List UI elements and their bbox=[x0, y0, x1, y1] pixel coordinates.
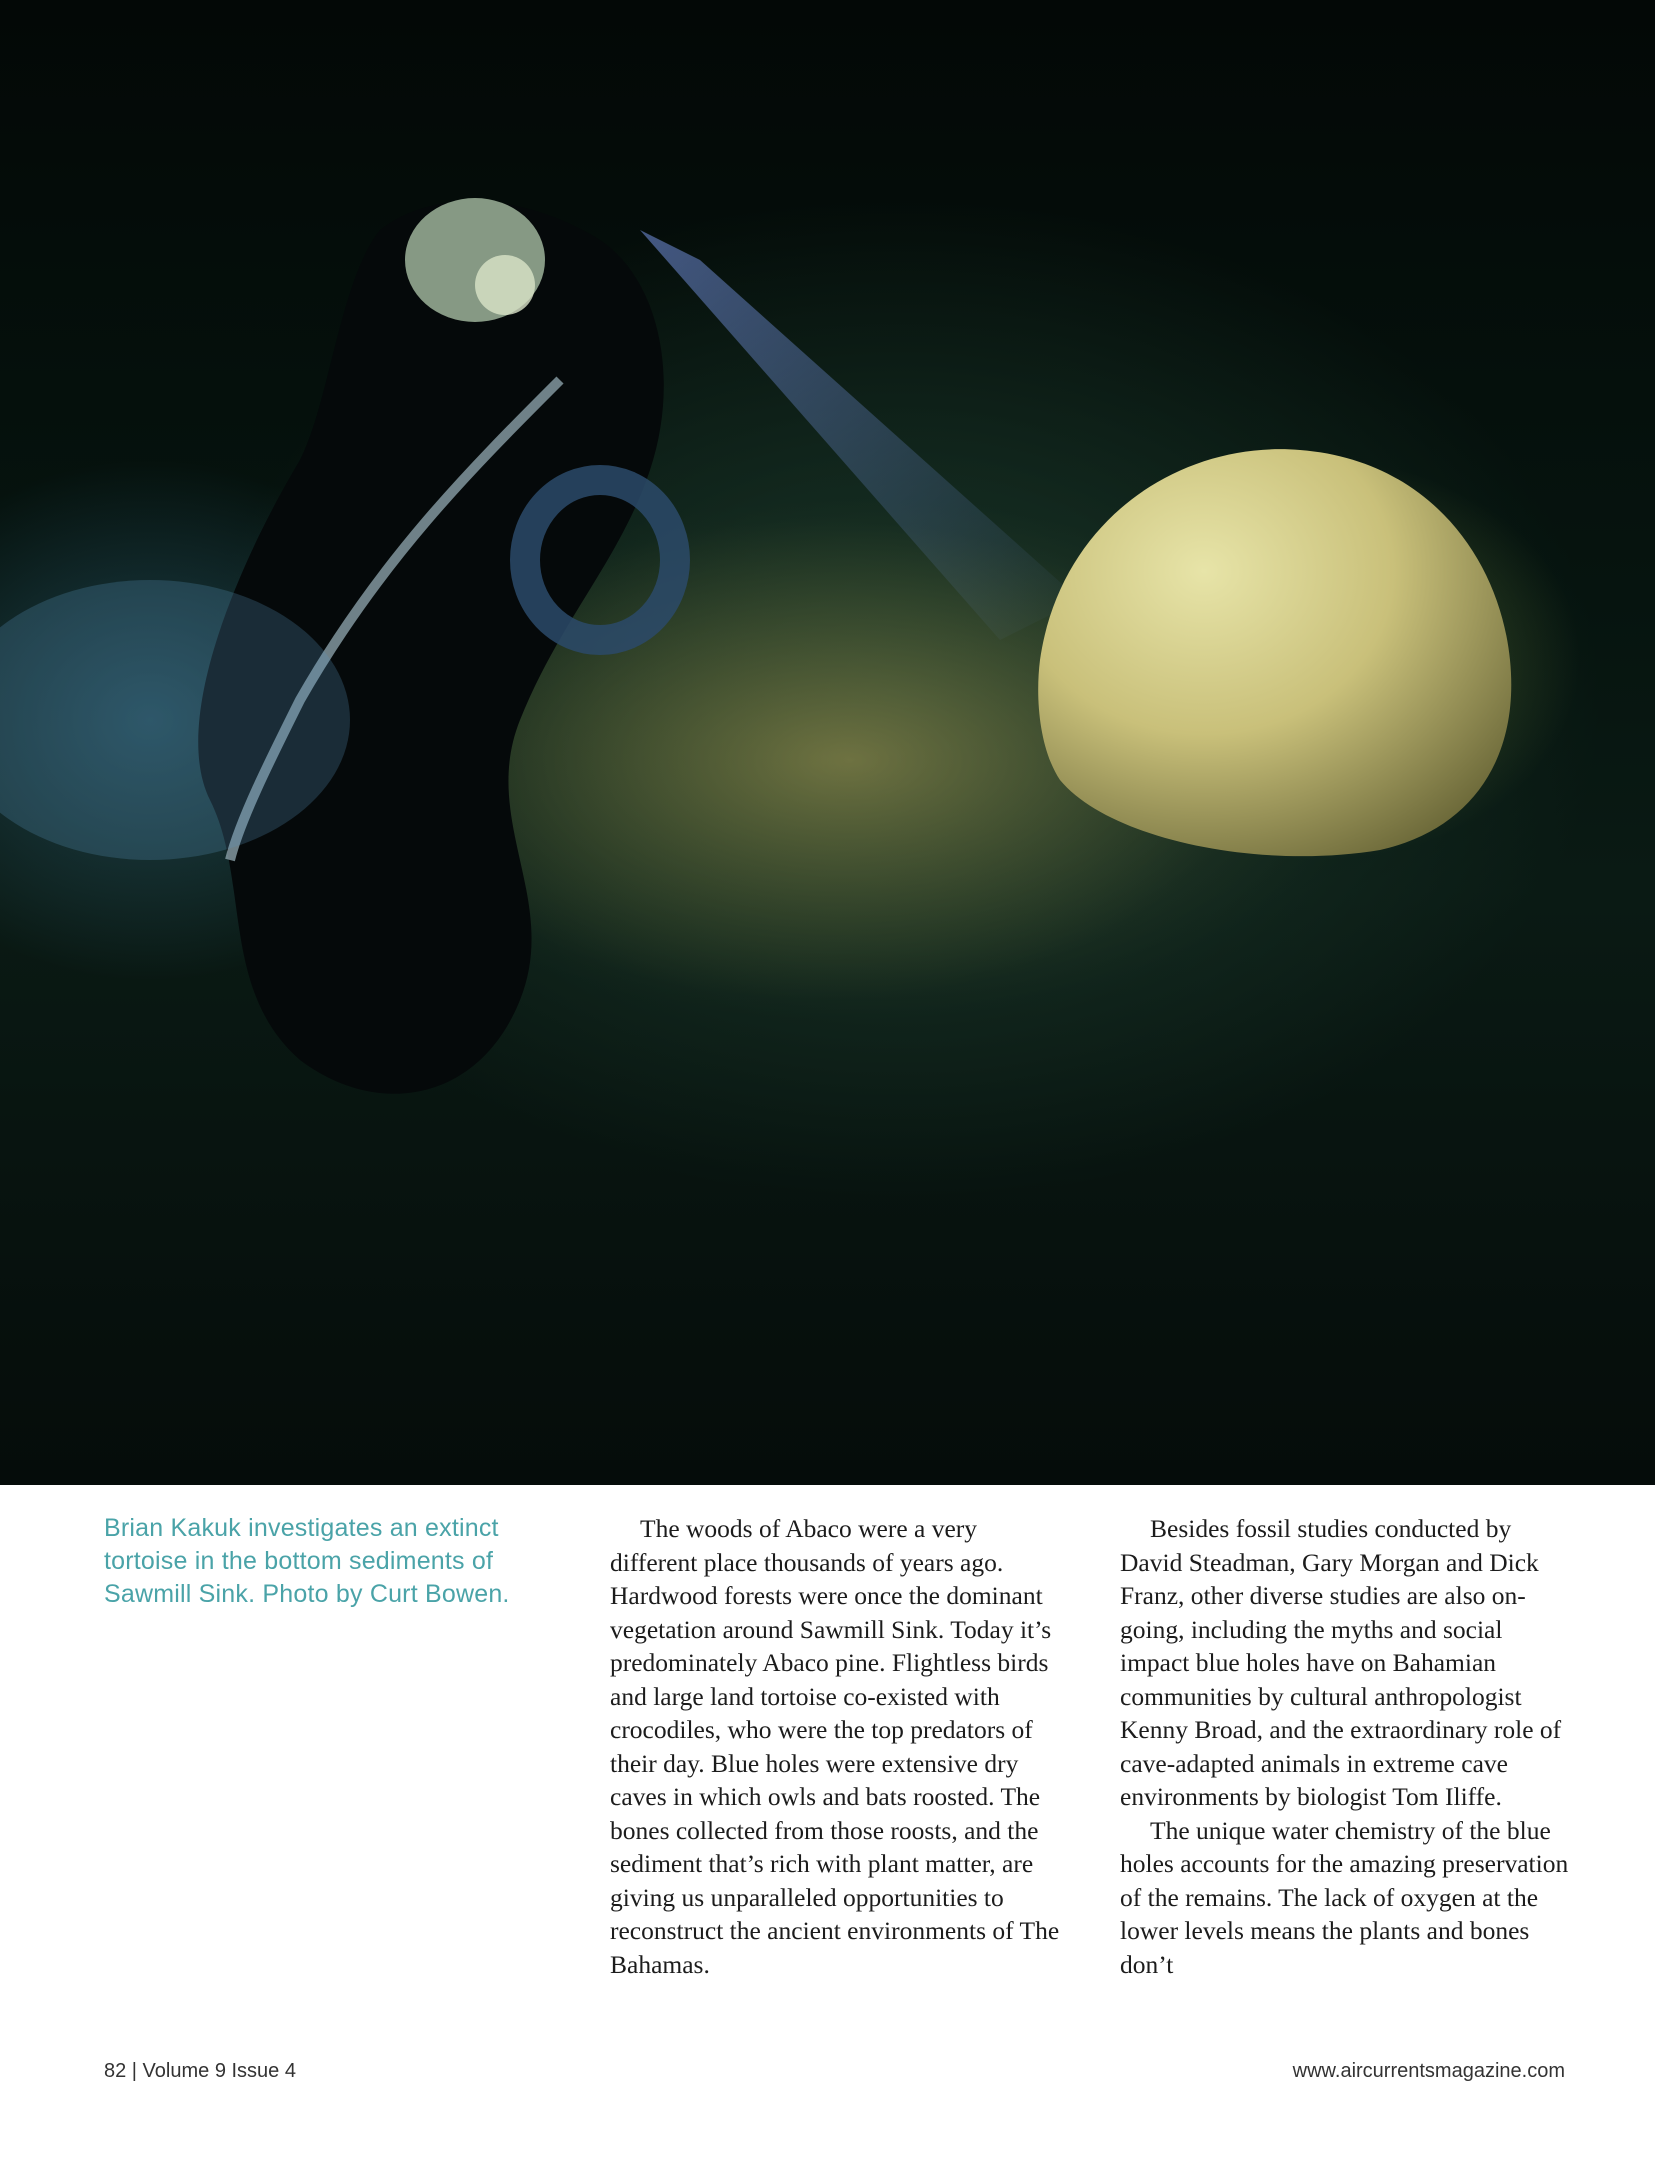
column-2-paragraph-1: Besides fossil studies conducted by David Steadman, Gary Morgan and Dick Franz, other diverse studies are also on-going, including the myths and social impact blue holes have on Bahamian communities by cultural anthropologist Kenny Broad, and the extraordinary role of cave-adapted animals in extreme cave environments by biologist Tom Iliffe. bbox=[1120, 1514, 1562, 1811]
article-column-1 bbox=[610, 1512, 1068, 1981]
page-number-issue: 82 | Volume 9 Issue 4 bbox=[104, 2060, 296, 2082]
tortoise-shell bbox=[1038, 449, 1511, 856]
article-column-2 bbox=[1120, 1512, 1578, 1981]
photo-caption: Brian Kakuk investigates an extinct tortoise in the bottom sediments of Sawmill Sink. Photo by Curt Bowen. bbox=[104, 1514, 510, 1608]
diver-light bbox=[475, 255, 535, 315]
website-url[interactable]: www.aircurrentsmagazine.com bbox=[1292, 2060, 1565, 2082]
column-1-paragraph-1: The woods of Abaco were a very different place thousands of years ago. Hardwood forests were once the dominant vegetation around Sawmill Sink. Today it’s predominately Abaco pine. Flightless birds and large land tortoise co-existed with crocodiles, who were the top predators of their day. Blue holes were extensive dry caves in which owls and bats roosted. The bones collected from those roosts, and the sediment that’s rich with plant matter, are giving us unparalleled opportunities to reconstruct the ancient environments of The Bahamas. bbox=[610, 1514, 1060, 1979]
column-2-paragraph-2: The unique water chemistry of the blue holes accounts for the amazing preservation of the remains. The lack of oxygen at the lower levels means the plants and bones don’t bbox=[1120, 1815, 1569, 1979]
